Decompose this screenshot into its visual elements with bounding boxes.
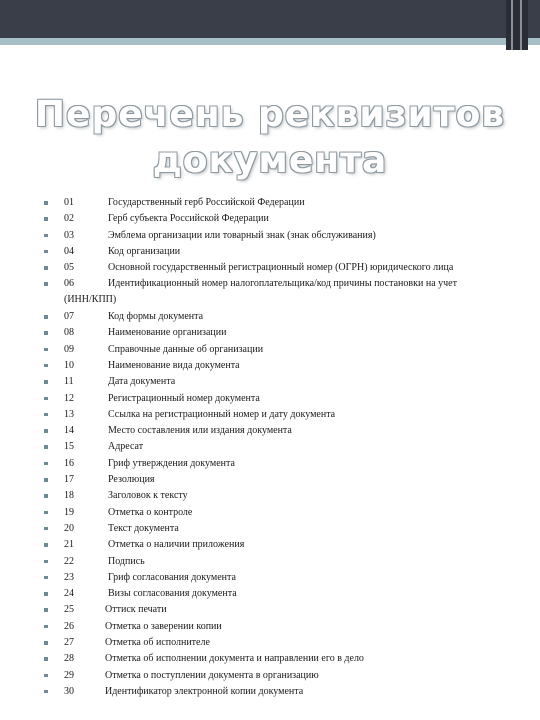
list-item bbox=[0, 228, 540, 244]
bullet-icon bbox=[44, 592, 48, 596]
slide-title-line-2: документа bbox=[152, 140, 388, 181]
item-number: 15 bbox=[64, 441, 74, 453]
item-number: 21 bbox=[64, 539, 74, 551]
item-number: 29 bbox=[64, 669, 74, 681]
item-text: Код организации bbox=[108, 245, 181, 257]
item-number: 12 bbox=[64, 392, 74, 404]
item-text: Наименование организации bbox=[108, 327, 227, 339]
list-item bbox=[0, 505, 540, 521]
list-item bbox=[0, 439, 540, 455]
item-text: Отметка о наличии приложения bbox=[108, 539, 245, 551]
bullet-icon bbox=[44, 445, 48, 449]
list-item bbox=[0, 407, 540, 423]
item-text-continuation: (ИНН/КПП) bbox=[64, 294, 117, 306]
bullet-icon bbox=[44, 576, 48, 580]
bookmark-stripe bbox=[511, 0, 513, 50]
item-text: Наименование вида документа bbox=[108, 359, 240, 371]
item-number: 30 bbox=[64, 685, 74, 697]
item-text: Государственный герб Российской Федерации bbox=[108, 197, 305, 208]
item-text: Идентификатор электронной копии документа bbox=[105, 685, 304, 697]
bullet-icon bbox=[44, 234, 48, 238]
bullet-icon bbox=[44, 429, 48, 433]
item-text: Отметка о заверении копии bbox=[105, 620, 222, 632]
item-number: 16 bbox=[64, 457, 74, 469]
bullet-icon bbox=[44, 674, 48, 678]
item-text: Текст документа bbox=[108, 522, 179, 534]
bullet-icon bbox=[44, 641, 48, 645]
bullet-icon bbox=[44, 315, 48, 319]
item-text: Герб субъекта Российской Федерации bbox=[108, 213, 269, 225]
requisites-list bbox=[0, 195, 540, 700]
item-number: 05 bbox=[64, 262, 74, 274]
bookmark-stripe bbox=[520, 0, 522, 50]
item-text: Заголовок к тексту bbox=[108, 490, 188, 502]
bullet-icon bbox=[44, 250, 48, 254]
item-number: 19 bbox=[64, 506, 74, 518]
item-number: 04 bbox=[64, 245, 74, 257]
item-number: 20 bbox=[64, 522, 74, 534]
bullet-icon bbox=[44, 364, 48, 368]
item-number: 27 bbox=[64, 637, 74, 649]
item-text: Регистрационный номер документа bbox=[108, 392, 260, 404]
list-item bbox=[0, 358, 540, 374]
item-number: 03 bbox=[64, 229, 74, 241]
item-number: 02 bbox=[64, 213, 74, 225]
list-item bbox=[0, 537, 540, 553]
item-text: Отметка о поступлении документа в организацию bbox=[105, 669, 319, 681]
list-item bbox=[0, 244, 540, 260]
bullet-icon bbox=[44, 413, 48, 417]
list-item bbox=[0, 456, 540, 472]
list-item bbox=[0, 309, 540, 325]
bullet-icon bbox=[44, 397, 48, 401]
bullet-icon bbox=[44, 527, 48, 531]
list-item bbox=[0, 651, 540, 667]
bullet-icon bbox=[44, 608, 48, 612]
list-item bbox=[0, 374, 540, 390]
list-item bbox=[0, 211, 540, 227]
list-item bbox=[0, 260, 540, 276]
list-item bbox=[0, 342, 540, 358]
item-number: 08 bbox=[64, 327, 74, 339]
item-number: 13 bbox=[64, 408, 74, 420]
bullet-icon bbox=[44, 690, 48, 694]
list-item bbox=[0, 602, 540, 618]
slide-header-bar bbox=[0, 0, 540, 38]
item-text: Отметка об исполнителе bbox=[105, 637, 210, 649]
item-number: 23 bbox=[64, 571, 74, 583]
list-item bbox=[0, 635, 540, 651]
list-item bbox=[0, 668, 540, 684]
list-item bbox=[0, 554, 540, 570]
item-number: 22 bbox=[64, 555, 74, 567]
bullet-icon bbox=[44, 201, 48, 205]
list-item bbox=[0, 684, 540, 700]
bullet-icon bbox=[44, 380, 48, 384]
bullet-icon bbox=[44, 543, 48, 547]
item-text: Резолюция bbox=[108, 474, 155, 486]
item-text: Гриф утверждения документа bbox=[108, 457, 235, 469]
bullet-icon bbox=[44, 217, 48, 221]
item-text: Справочные данные об организации bbox=[108, 343, 264, 355]
list-item bbox=[0, 472, 540, 488]
list-item bbox=[0, 325, 540, 341]
list-item bbox=[0, 619, 540, 635]
list-item bbox=[0, 521, 540, 537]
bullet-icon bbox=[44, 560, 48, 564]
item-text: Визы согласования документа bbox=[108, 588, 237, 600]
item-text: Идентификационный номер налогоплательщика/код причины постановки на учет bbox=[108, 278, 457, 290]
list-item bbox=[0, 586, 540, 602]
item-text: Место составления или издания документа bbox=[108, 425, 292, 437]
item-number: 09 bbox=[64, 343, 74, 355]
item-number: 06 bbox=[64, 278, 74, 290]
item-number: 10 bbox=[64, 359, 74, 371]
bullet-icon bbox=[44, 478, 48, 482]
bullet-icon bbox=[44, 348, 48, 352]
item-number: 01 bbox=[64, 197, 74, 208]
item-number: 11 bbox=[64, 376, 74, 388]
item-text: Подпись bbox=[108, 555, 145, 567]
slide-title bbox=[0, 92, 540, 184]
list-item bbox=[0, 195, 540, 211]
bullet-icon bbox=[44, 657, 48, 661]
item-text: Основной государственный регистрационный номер (ОГРН) юридического лица bbox=[108, 262, 454, 274]
item-number: 24 bbox=[64, 588, 74, 600]
item-number: 25 bbox=[64, 604, 74, 616]
bullet-icon bbox=[44, 625, 48, 629]
item-text: Эмблема организации или товарный знак (знак обслуживания) bbox=[108, 229, 376, 241]
item-number: 28 bbox=[64, 653, 74, 665]
bullet-icon bbox=[44, 266, 48, 270]
item-text: Отметка об исполнении документа и направлении его в дело bbox=[105, 653, 364, 665]
item-text: Гриф согласования документа bbox=[108, 571, 236, 583]
slide-accent-bar bbox=[0, 38, 540, 45]
item-text: Код формы документа bbox=[108, 311, 204, 323]
item-text: Ссылка на регистрационный номер и дату документа bbox=[108, 408, 336, 420]
item-text: Оттиск печати bbox=[105, 604, 167, 616]
bookmark-tab bbox=[506, 0, 528, 50]
item-number: 17 bbox=[64, 474, 74, 486]
bullet-icon bbox=[44, 331, 48, 335]
list-item bbox=[0, 391, 540, 407]
item-number: 14 bbox=[64, 425, 74, 437]
bullet-icon bbox=[44, 494, 48, 498]
list-item bbox=[0, 488, 540, 504]
item-number: 18 bbox=[64, 490, 74, 502]
list-item bbox=[0, 570, 540, 586]
item-number: 07 bbox=[64, 311, 74, 323]
item-text: Адресат bbox=[108, 441, 144, 453]
list-item bbox=[0, 423, 540, 439]
item-number: 26 bbox=[64, 620, 74, 632]
item-text: Дата документа bbox=[108, 376, 176, 388]
list-item bbox=[0, 276, 540, 309]
bullet-icon bbox=[44, 282, 48, 286]
bullet-icon bbox=[44, 462, 48, 466]
slide-title-line-1: Перечень реквизитов bbox=[34, 94, 506, 135]
bullet-icon bbox=[44, 511, 48, 515]
item-text: Отметка о контроле bbox=[108, 506, 193, 518]
